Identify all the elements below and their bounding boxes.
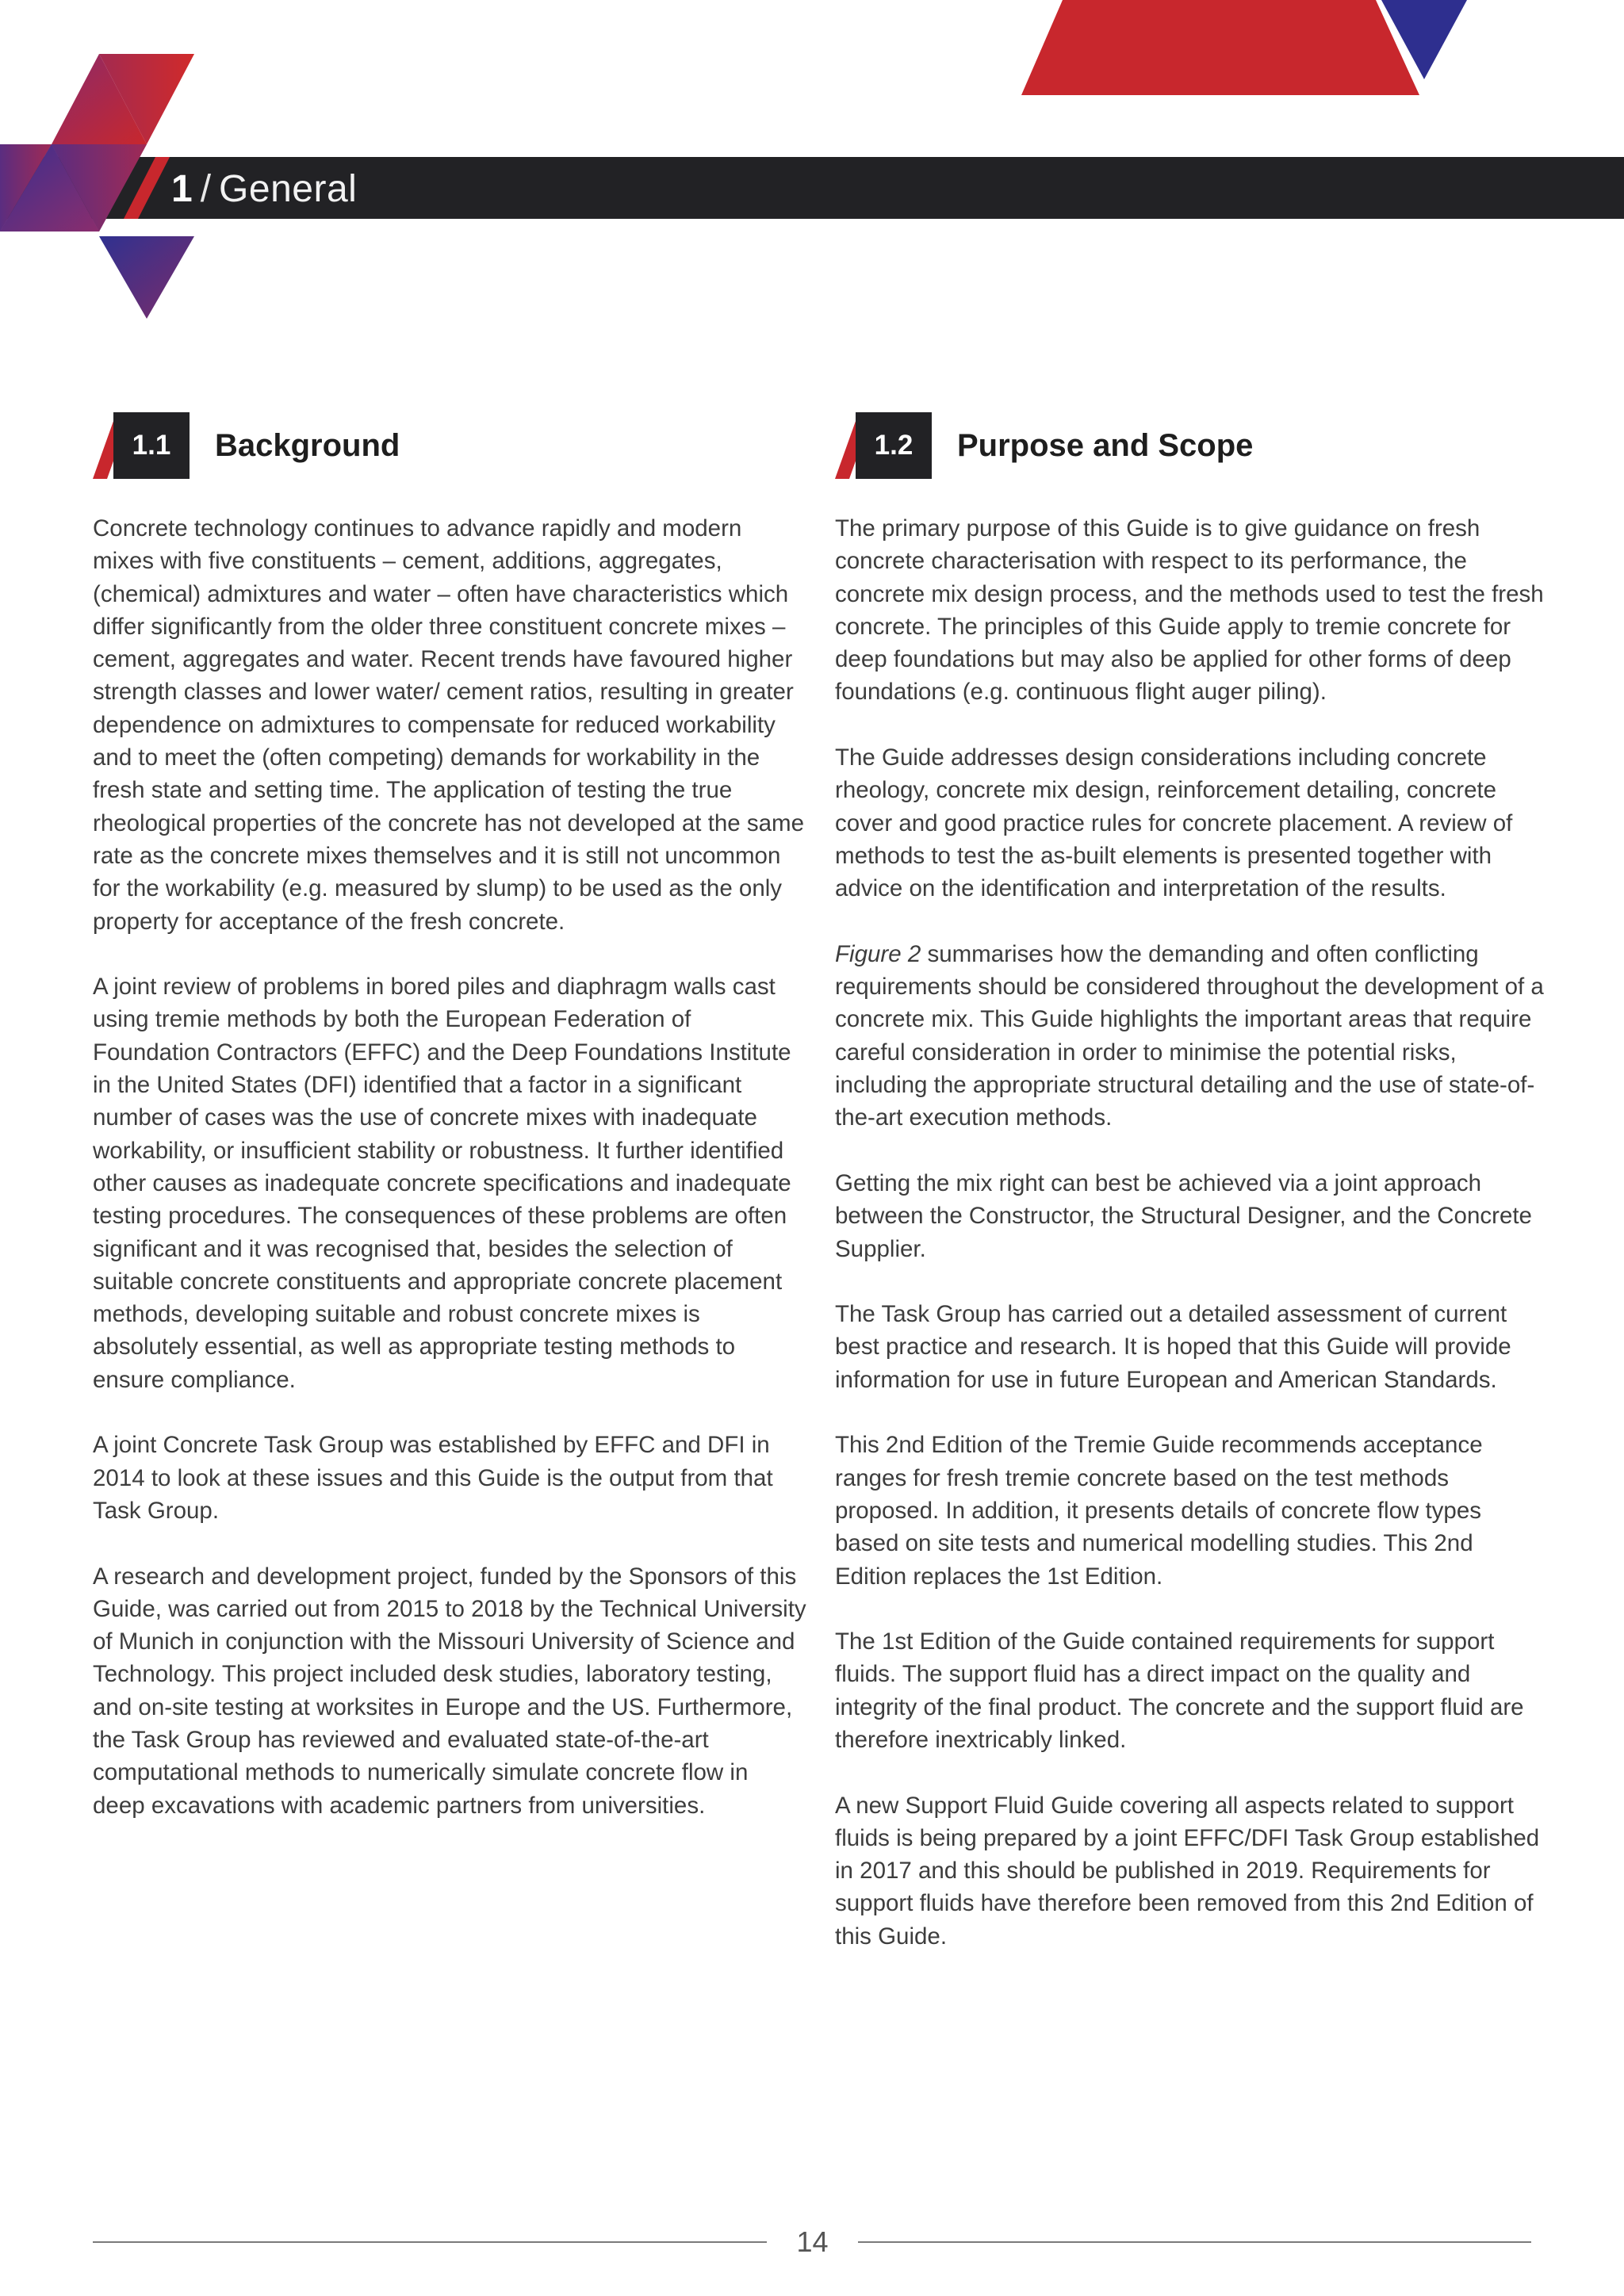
chapter-number: 1 (171, 168, 193, 210)
paragraph: A joint review of problems in bored piles and diaphragm walls cast using tremie methods by both the European Federation of Foundation Contractors (EFFC) and the Deep Foundations Institute in the United States (DFI) identified that a factor in a significant number of cases was the use of concrete mixes with inadequate workability, or insufficient stability or robustness. It further identified other causes as inadequate concrete specifications and inadequate testing procedures. The consequences of these problems are often significant and it was recognised that, besides the selection of suitable concrete constituents and appropriate concrete placement methods, developing suitable and robust concrete mixes is absolutely essential, as well as appropriate testing methods to ensure compliance. (93, 974, 791, 1393)
footer-rule-left (93, 2241, 767, 2243)
section-background (93, 412, 806, 1854)
paragraph: A new Support Fluid Guide covering all aspects related to support fluids is being prepared by a joint EFFC/DFI Task Group established in 2017 and this should be published in 2019. Requirements for support fluids have therefore been removed from this 2nd Edition of this Guide. (835, 1792, 1540, 1950)
red-triangle-shape (1021, 0, 1419, 95)
section-heading (93, 412, 806, 479)
page-number: 14 (796, 2225, 829, 2258)
chapter-separator: / (200, 168, 212, 210)
section-number: 1.2 (874, 430, 914, 461)
section-title: Purpose and Scope (957, 428, 1254, 463)
paragraph: The primary purpose of this Guide is to give guidance on fresh concrete characterisation with respect to its performance, the concrete mix design process, and the methods used to test the fresh concrete. The principles of this Guide apply to tremie concrete for deep foundations but may also be applied for other forms of deep foundations (e.g. continuous flight auger piling). (835, 515, 1544, 706)
paragraph (835, 938, 1549, 1135)
paragraph: A research and development project, funded by the Sponsors of this Guide, was carried out from 2015 to 2018 by the Technical University of Munich in conjunction with the Missouri University of Science and Technology. This project included desk studies, laboratory testing, and on-site testing at worksites in Europe and the US. Furthermore, the Task Group has reviewed and evaluated state-of-the-art computational methods to numerically simulate concrete flow in deep excavations with academic partners from universities. (93, 1563, 806, 1819)
triangle-shape (99, 236, 194, 319)
section-heading (835, 412, 1549, 479)
footer-rule-right (858, 2241, 1531, 2243)
paragraph: Getting the mix right can best be achieved via a joint approach between the Constructor, the Structural Designer, and the Concrete Supplier. (835, 1169, 1532, 1262)
section-number: 1.1 (132, 430, 171, 461)
paragraph: Concrete technology continues to advance rapidly and modern mixes with five constituents – cement, additions, aggregates, (chemical) admixtures and water – often have characteristics which differ significantly from the older three constituent concrete mixes – cement, aggregates and water. Recent trends have favoured higher strength classes and lower water/ cement ratios, resulting in greater dependence on admixtures to compensate for reduced workability and to meet the (often competing) demands for workability in the fresh state and setting time. The application of testing the true rheological properties of the concrete has not developed at the same rate as the concrete mixes themselves and it is still not uncommon for the workability (e.g. measured by slump) to be used as the only property for acceptance of the fresh concrete. (93, 515, 805, 935)
section-title: Background (215, 428, 400, 463)
paragraph: The 1st Edition of the Guide contained requirements for support fluids. The support fluid has a direct impact on the quality and integrity of the final product. The concrete and the support fluid are therefore inextricably linked. (835, 1628, 1524, 1753)
chapter-name: General (219, 168, 358, 210)
paragraph: The Task Group has carried out a detailed assessment of current best practice and research. It is hoped that this Guide will provide information for use in future European and American Standards. (835, 1301, 1511, 1393)
chapter-title (171, 162, 357, 217)
paragraph: The Guide addresses design considerations including concrete rheology, concrete mix design, reinforcement detailing, concrete cover and good practice rules for concrete placement. A review of methods to test the as-built elements is presented together with advice on the identification and interpretation of the results. (835, 744, 1513, 902)
paragraph: A joint Concrete Task Group was established by EFFC and DFI in 2014 to look at these issues and this Guide is the output from that Task Group. (93, 1432, 773, 1524)
paragraph-text: summarises how the demanding and often conflicting requirements should be considered throughout the development of a concrete mix. This Guide highlights the important areas that require careful consideration in order to minimise the potential risks, including the appropriate structural detailing and the use of state-of-the-art execution methods. (835, 940, 1544, 1131)
section-purpose-scope (835, 412, 1549, 1985)
figure-reference[interactable]: Figure 2 (835, 940, 921, 967)
paragraph: This 2nd Edition of the Tremie Guide recommends acceptance ranges for fresh tremie concrete based on the test methods proposed. In addition, it presents details of concrete flow types based on site tests and numerical modelling studies. This 2nd Edition replaces the 1st Edition. (835, 1432, 1483, 1590)
